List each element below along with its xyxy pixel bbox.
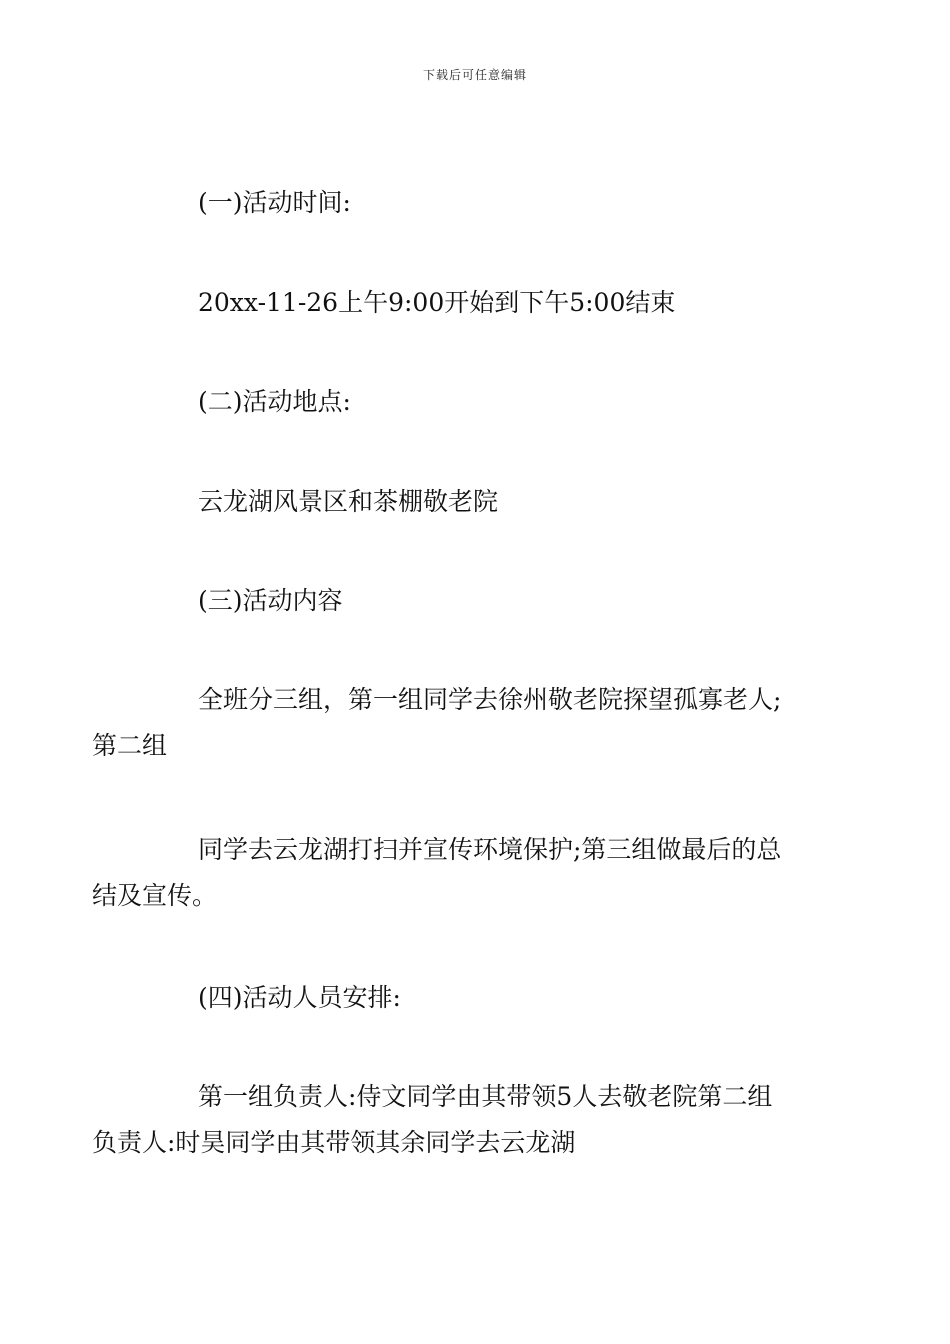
paragraph-line: 第二组 [92,731,168,760]
paragraph-line: 结及宣传。 [92,881,218,910]
paragraph-line: 同学去云龙湖打扫并宣传环境保护;第三组做最后的总 [198,835,782,864]
heading-activity-location [145,379,815,425]
page-header-note: 下载后可任意编辑 [422,68,527,82]
paragraph-activity-location [145,479,815,525]
paragraph-line: 云龙湖风景区和茶棚敬老院 [198,487,499,516]
paragraph-line: 负责人:时昊同学由其带领其余同学去云龙湖 [92,1128,576,1157]
paragraph-activity-time [145,280,815,326]
heading-staff-arrangement [145,975,815,1021]
heading-activity-content [145,578,815,624]
paragraph-line: (一)活动时间: [198,188,351,217]
paragraph-line: 20xx-11-26上午9:00开始到下午5:00结束 [198,288,676,317]
paragraph-activity-content-2 [92,827,815,919]
paragraph-line: (三)活动内容 [198,586,343,615]
paragraph-staff-arrangement [92,1074,815,1166]
paragraph-activity-content-1 [92,677,815,769]
paragraph-line: (二)活动地点: [198,387,351,416]
paragraph-line: 全班分三组，第一组同学去徐州敬老院探望孤寡老人; [198,685,782,714]
paragraph-line: (四)活动人员安排: [198,983,401,1012]
paragraph-line: 第一组负责人:侍文同学由其带领5人去敬老院第二组 [198,1082,773,1111]
heading-activity-time [145,180,815,226]
